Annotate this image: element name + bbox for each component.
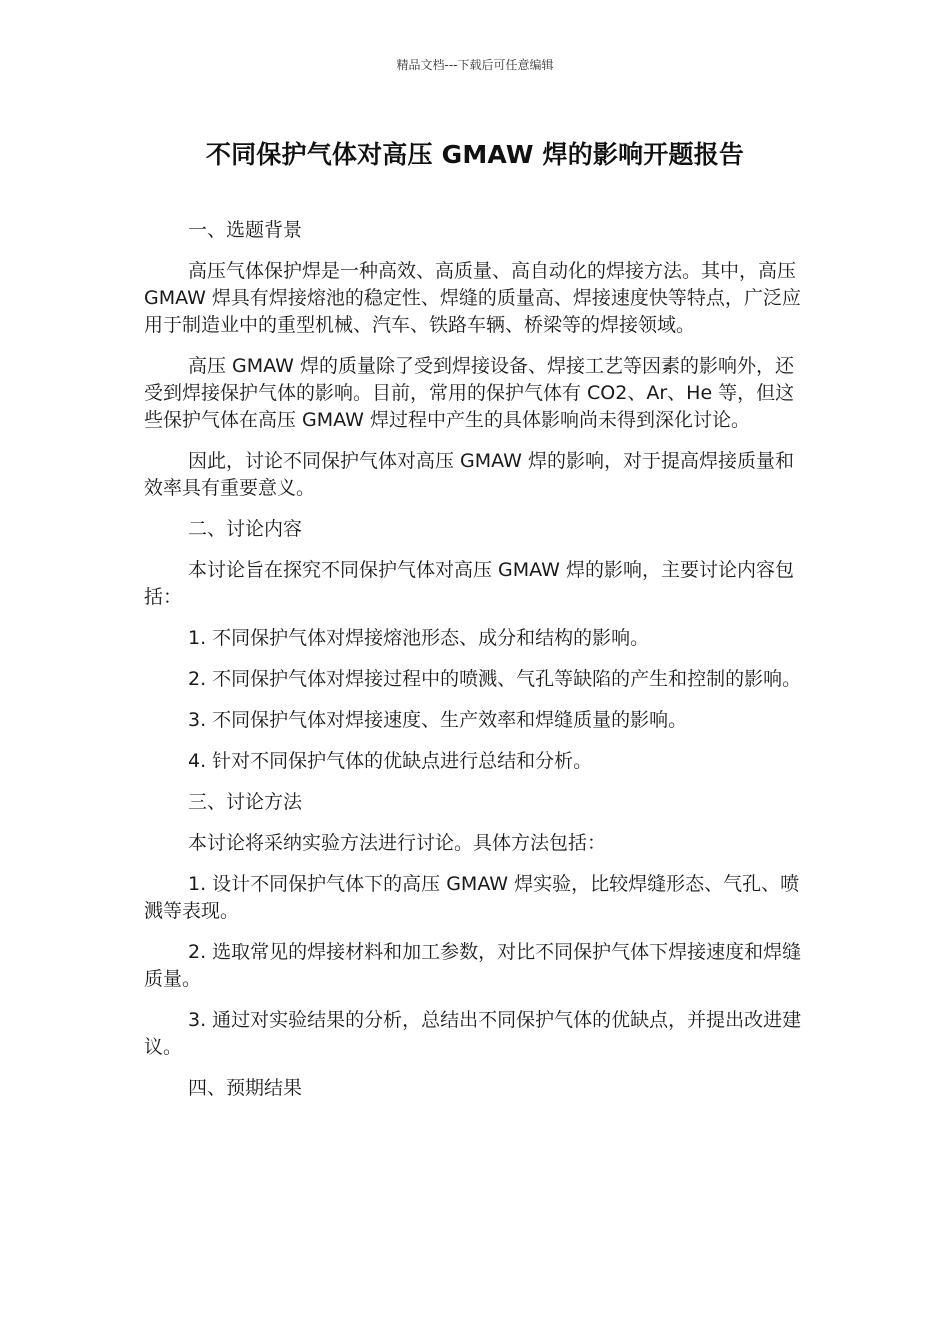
section-heading-background: 一、选题背景 — [188, 219, 303, 241]
list-item-method-3: 3. 通过对实验结果的分析，总结出不同保护气体的优缺点，并提出改进建议。 — [144, 1009, 802, 1058]
list-item-content-4: 4. 针对不同保护气体的优缺点进行总结和分析。 — [188, 750, 593, 772]
paragraph-content-intro: 本讨论旨在探究不同保护气体对高压 GMAW 焊的影响，主要讨论内容包括： — [144, 559, 794, 608]
paragraph-background-2: 高压 GMAW 焊的质量除了受到焊接设备、焊接工艺等因素的影响外，还受到焊接保护气体的影响。目前，常用的保护气体有 CO2、Ar、He 等，但这些保护气体在高压 GMAW 焊过程中产生的具体影响尚未得到深化讨论。 — [144, 355, 795, 431]
section-heading-method: 三、讨论方法 — [188, 791, 303, 813]
section-heading-expected-results: 四、预期结果 — [188, 1077, 303, 1099]
page-header: 精品文档---下载后可任意编辑 — [396, 58, 554, 72]
list-item-content-1: 1. 不同保护气体对焊接熔池形态、成分和结构的影响。 — [188, 627, 650, 649]
document-title: 不同保护气体对高压 GMAW 焊的影响开题报告 — [205, 140, 745, 169]
paragraph-background-3: 因此，讨论不同保护气体对高压 GMAW 焊的影响，对于提高焊接质量和效率具有重要意义。 — [144, 450, 794, 499]
list-item-content-2: 2. 不同保护气体对焊接过程中的喷溅、气孔等缺陷的产生和控制的影响。 — [188, 668, 802, 690]
list-item-method-1: 1. 设计不同保护气体下的高压 GMAW 焊实验，比较焊缝形态、气孔、喷溅等表现。 — [144, 873, 800, 922]
paragraph-method-intro: 本讨论将采纳实验方法进行讨论。具体方法包括： — [188, 832, 607, 854]
section-heading-content: 二、讨论内容 — [188, 518, 303, 540]
paragraph-background-1: 高压气体保护焊是一种高效、高质量、高自动化的焊接方法。其中，高压 GMAW 焊具有焊接熔池的稳定性、焊缝的质量高、焊接速度快等特点，广泛应用于制造业中的重型机械、汽车、铁路车辆、桥梁等的焊接领域。 — [144, 260, 801, 336]
list-item-content-3: 3. 不同保护气体对焊接速度、生产效率和焊缝质量的影响。 — [188, 709, 688, 731]
list-item-method-2: 2. 选取常见的焊接材料和加工参数，对比不同保护气体下焊接速度和焊缝质量。 — [144, 941, 802, 990]
document-body — [144, 217, 812, 1116]
